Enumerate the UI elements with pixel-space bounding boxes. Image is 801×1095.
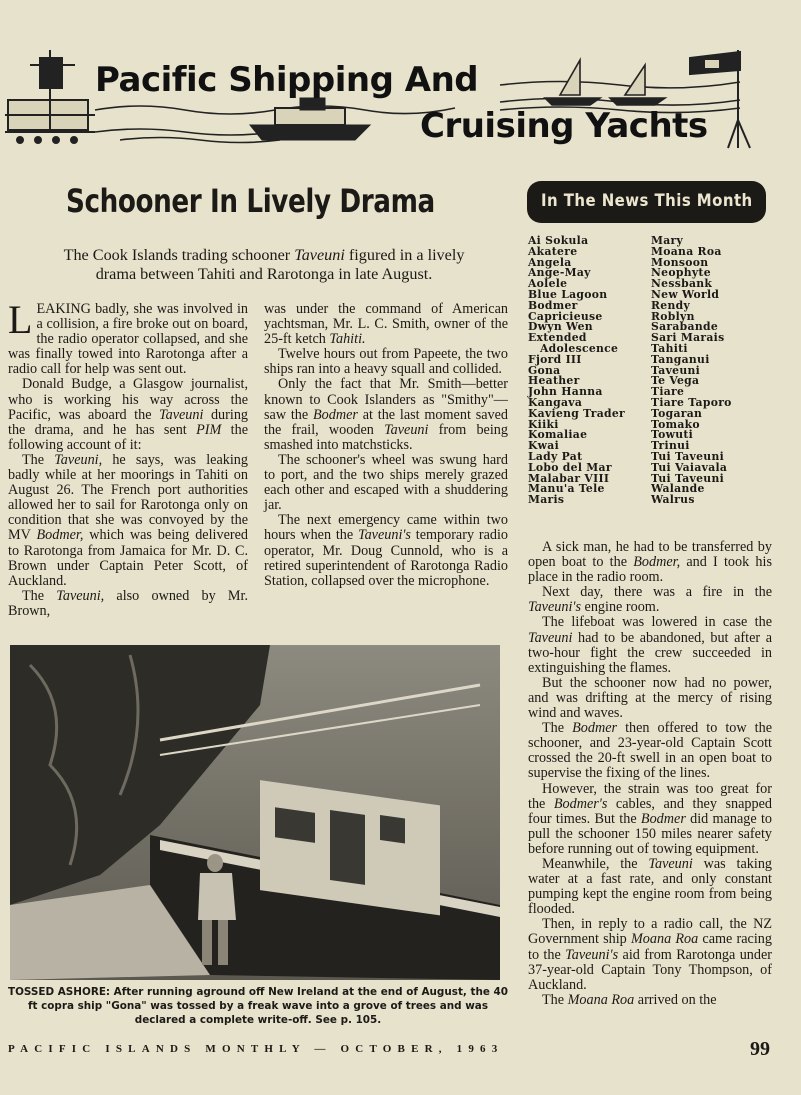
ship-name: Akatere: [528, 244, 578, 258]
ship-name: Trinui: [651, 439, 690, 453]
paragraph: Next day, there was a fire in the Taveuni's engine room.: [528, 584, 772, 616]
paragraph: The lifeboat was lowered in case the Taveuni had to be abandoned, but after a two-hour fight the crew succeeded in extinguishing the flames.: [528, 614, 772, 676]
ship-name: Tui Taveuni: [651, 471, 724, 485]
ship-name: Monsoon: [651, 255, 709, 269]
paragraph: However, the strain was too great for the Bodmer's cables, and they snapped four times. But the Bodmer did manage to pull the schooner 150 miles nearer safety before running out of towing equipment.: [528, 780, 772, 857]
paragraph: Donald Budge, a Glasgow journalist, who is working his way across the Pacific, was aboard the Taveuni during the drama, and he has sent PIM the following account of it:: [8, 376, 249, 453]
ship-name: Tiare: [651, 385, 685, 399]
ship-name: Sari Marais: [651, 331, 725, 345]
ship-name: Walrus: [651, 493, 695, 507]
paragraph: The Taveuni, also owned by Mr. Brown,: [8, 587, 248, 619]
ship-name: Gona: [528, 363, 561, 377]
paragraph: The next emergency came within two hours when the Taveuni's temporary radio operator, Mr. Doug Cunnold, who is a retired superintendent of Rarotonga Radio Station, collapsed over the microphone.: [264, 512, 508, 589]
ship-name: Tui Vaiavala: [651, 460, 728, 474]
ship-name: Bodmer: [528, 298, 578, 312]
ship-name: Dwyn Wen: [528, 320, 593, 334]
article-column-1: [8, 297, 249, 619]
ship-list-col2: [651, 236, 732, 506]
ship-name: Tanganui: [651, 352, 710, 366]
paragraph: Twelve hours out from Papeete, the two ships ran into a heavy squall and collided.: [264, 346, 508, 378]
ship-name: Capricieuse: [528, 309, 603, 323]
ship-name: Roblyn: [651, 309, 695, 323]
ship-name: Malabar VIII: [528, 471, 610, 485]
ship-list-col1: [528, 236, 625, 506]
paragraph: The schooner's wheel was swung hard to port, and the two ships merely grazed each other and escaped with a shuddering jar.: [264, 451, 508, 514]
ship-name: Sarabande: [651, 320, 718, 334]
ship-name: Aolele: [528, 277, 568, 291]
ship-name: Taveuni: [651, 363, 701, 377]
ship-name: Togaran: [651, 406, 703, 420]
intro-text: The Cook Islands trading schooner: [63, 246, 295, 264]
ship-name: Tui Taveuni: [651, 449, 724, 463]
ship-name: Moana Roa: [651, 244, 722, 258]
paragraph: The Bodmer then offered to tow the schooner, and 23-year-old Captain Scott crossed the 20-ft swell in an open boat to supervise the fixing of the lines.: [528, 720, 773, 782]
ship-name: John Hanna: [528, 385, 603, 399]
ship-name: Komaliae: [528, 428, 588, 442]
article-intro: [44, 246, 484, 283]
ship-name: Walande: [651, 482, 705, 496]
article-column-2: [264, 302, 508, 589]
ship-name: Ange-May: [528, 266, 591, 280]
ship-name: Extended: [528, 331, 587, 345]
ship-name: Lady Pat: [528, 449, 583, 463]
ship-name: Lobo del Mar: [528, 460, 612, 474]
ship-name: Mary: [651, 234, 684, 247]
intro-text: figured in a lively drama between Tahiti and Rarotonga in late August.: [95, 246, 465, 283]
paragraph: Then, in reply to a radio call, the NZ Government ship Moana Roa came racing to the Taveuni's aid from Rarotonga under 37-year-old Captain Tony Thompson, of Auckland.: [528, 916, 772, 993]
ship-name: Towuti: [651, 428, 694, 442]
paragraph: The Moana Roa arrived on the: [542, 991, 717, 1008]
banner-title-line1: Pacific Shipping And: [95, 60, 479, 100]
news-box-header: [527, 181, 766, 223]
ship-name: Maris: [528, 493, 565, 507]
photo-caption: TOSSED ASHORE: After running aground off New Ireland at the end of August, the 40 ft copra ship "Gona" was tossed by a freak wave into a grove of trees and was declared a complete write-off. See p. 105.: [8, 986, 508, 1026]
ship-name: Adolescence: [540, 341, 619, 355]
paragraph: Only the fact that Mr. Smith—better known to Cook Islanders as "Smithy"—saw the Bodmer at the last moment saved the frail, wooden Taveuni from being smashed into matchsticks.: [264, 376, 508, 453]
ship-name: Kangava: [528, 395, 583, 409]
ship-name: Neophyte: [651, 266, 711, 280]
intro-ship-name: Taveuni: [294, 246, 345, 264]
ship-name: Angela: [528, 255, 572, 269]
paragraph: A sick man, he had to be transferred by open boat to the Bodmer, and I took his place in the radio room.: [528, 539, 772, 586]
ship-name: Tahiti: [651, 341, 688, 355]
banner-title-line2: Cruising Yachts: [420, 106, 708, 146]
paragraph: Meanwhile, the Taveuni was taking water at a fast rate, and only constant pumping kept the engine room from being flooded.: [528, 855, 773, 918]
page-number: 99: [750, 1038, 770, 1060]
ship-name: Heather: [528, 374, 580, 388]
ship-name: Kwai: [528, 439, 559, 453]
ship-name: Tomako: [651, 417, 700, 431]
ship-name: Te Vega: [651, 374, 700, 388]
article-headline: Schooner In Lively Drama: [66, 182, 435, 220]
ship-name: Kiiki: [528, 417, 559, 431]
ship-name: Nessbank: [651, 277, 713, 291]
schooner-photo: [10, 645, 500, 980]
ship-name: Tiare Taporo: [651, 395, 732, 409]
photo-illustration: [10, 645, 500, 980]
section-banner: [0, 40, 801, 155]
ship-name: New World: [651, 287, 720, 301]
ship-name: Blue Lagoon: [528, 287, 608, 301]
ship-name: Rendy: [651, 298, 691, 312]
page-footer: PACIFIC ISLANDS MONTHLY — OCTOBER, 1963: [8, 1043, 504, 1055]
paragraph: But the schooner now had no power, and was drifting at the mercy of rising wind and waves.: [528, 674, 772, 722]
drop-cap: L: [8, 297, 33, 342]
ship-name: Kavieng Trader: [528, 406, 626, 420]
news-box-title: In The News This Month: [541, 191, 753, 211]
paragraph: The Taveuni, he says, was leaking badly while at her moorings in Tahiti on August 26. The French port authorities allowed her to sail for Rarotonga only on condition that she was convoyed by the MV Bodmer, which was being delivered to Rarotonga from Jamaica for Mr. D. C. Brown under Captain Peter Scott, of Auckland.: [8, 451, 248, 589]
ship-name: Manu'a Tele: [528, 482, 605, 496]
ship-name: Fjord III: [528, 352, 582, 366]
paragraph: LEAKING badly, she was involved in a collision, a fire broke out on board, the radio operator collapsed, and she was finally towed into Rarotonga after a radio call for help was sent out.: [8, 297, 248, 378]
paragraph: was under the command of American yachtsman, Mr. L. C. Smith, owner of the 25-ft ketch Tahiti.: [264, 301, 508, 348]
ship-name: Ai Sokula: [528, 234, 589, 247]
article-column-3: [528, 540, 772, 1008]
